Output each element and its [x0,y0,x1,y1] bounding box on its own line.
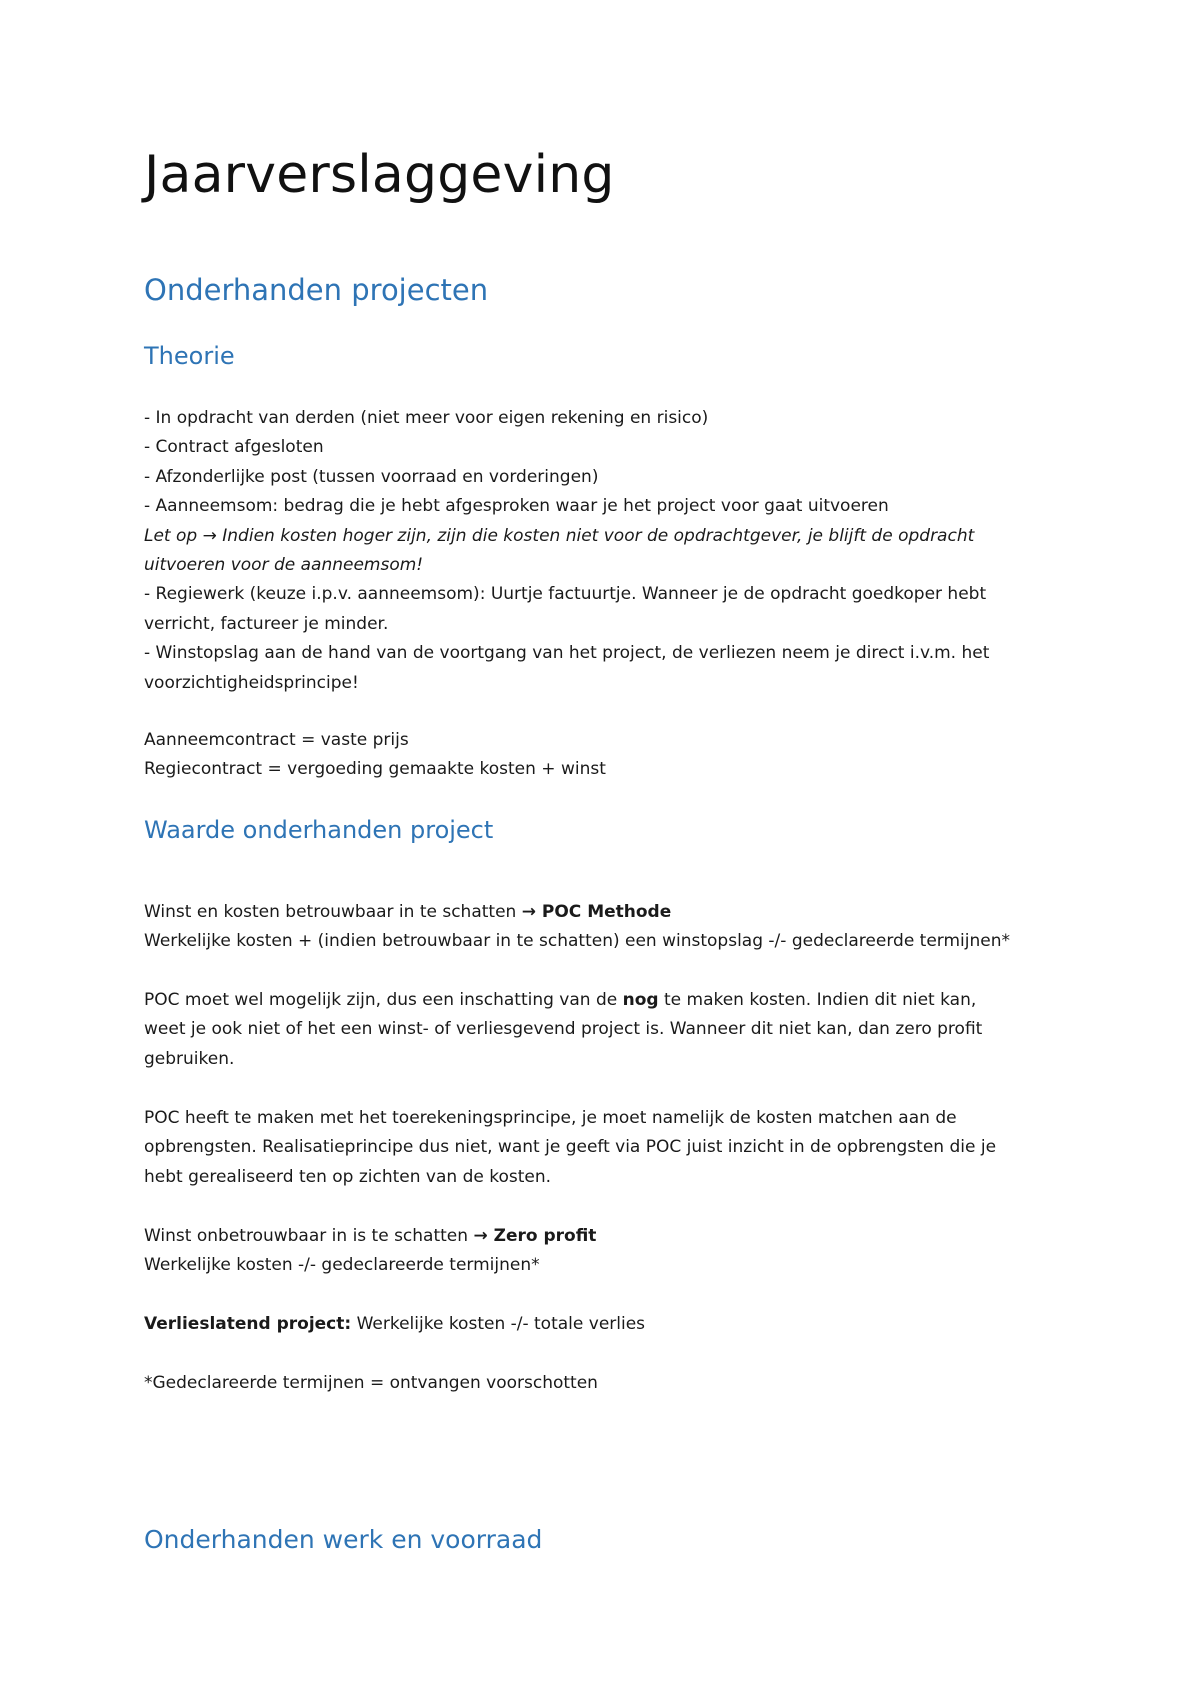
definition-line: Aanneemcontract = vaste prijs [144,730,409,750]
zero-profit-label: Zero profit [487,1226,597,1246]
poc-formula: Werkelijke kosten + (indien betrouwbaar in te schatten) een winstopslag -/- gedeclareerde termijnen* [144,931,1011,952]
paragraph-line [144,986,1064,1015]
text-run: te maken kosten. Indien dit niet kan, [658,990,977,1010]
poc-intro-line [144,898,1064,927]
loss-project-formula: Werkelijke kosten -/- totale verlies [351,1314,646,1334]
zero-profit-formula: Werkelijke kosten -/- gedeclareerde termijnen* [144,1255,540,1276]
paragraph-line: gebruiken. [144,1048,235,1069]
poc-intro: Winst en kosten betrouwbaar in te schatten [144,902,522,922]
arrow-right-icon: → [202,525,217,546]
paragraph-line: weet je ook niet of het een winst- of verliesgevend project is. Wanneer dit niet kan, dan zero profit [144,1019,983,1040]
paragraph-line: opbrengsten. Realisatieprincipe dus niet, want je geeft via POC juist inzicht in de opbrengsten die je [144,1137,997,1158]
zero-profit-intro: Winst onbetrouwbaar in is te schatten [144,1226,474,1246]
list-item: - Afzonderlijke post (tussen voorraad en vorderingen) [144,466,599,487]
theorie-list [144,404,1064,698]
heading-waarde-onderhanden-project: Waarde onderhanden project [144,816,494,844]
poc-method-label: POC Methode [535,902,672,922]
note-text: Indien kosten hoger zijn, zijn die kosten niet voor de opdrachtgever, je blijft de opdracht [216,525,975,546]
loss-project-label: Verlieslatend project: [144,1314,352,1334]
poc-paragraph-2 [144,1104,1064,1192]
paragraph-line: hebt gerealiseerd ten op zichten van de kosten. [144,1166,552,1187]
text-run: POC moet wel mogelijk zijn, dus een inschatting van de [144,990,623,1010]
list-item-continued: verricht, factureer je minder. [144,613,389,634]
heading-onderhanden-projecten: Onderhanden projecten [144,273,489,307]
paragraph-line: POC heeft te maken met het toerekeningsprincipe, je moet namelijk de kosten matchen aan de [144,1108,957,1128]
loss-project [144,1310,1064,1339]
footnote [144,1369,1064,1398]
note-line [144,522,1064,551]
list-item: - Regiewerk (keuze i.p.v. aanneemsom): Uurtje factuurtje. Wanneer je de opdracht goedkoper hebt [144,584,987,605]
definition-line: Regiecontract = vergoeding gemaakte kosten + winst [144,759,606,780]
list-item: - Contract afgesloten [144,437,324,458]
bold-word: nog [622,990,659,1010]
arrow-right-icon: → [473,1226,488,1246]
list-item: - Winstopslag aan de hand van de voortgang van het project, de verliezen neem je direct i.v.m. het [144,643,990,664]
list-item: - In opdracht van derden (niet meer voor eigen rekening en risico) [144,408,709,428]
heading-theorie: Theorie [144,342,235,370]
zero-profit-method [144,1222,1064,1281]
document-title: Jaarverslaggeving [144,145,615,205]
contract-definitions [144,726,1064,785]
poc-method [144,898,1064,957]
heading-onderhanden-werk-en-voorraad: Onderhanden werk en voorraad [144,1525,543,1554]
footnote-line: *Gedeclareerde termijnen = ontvangen voorschotten [144,1373,598,1393]
list-item: - Aanneemsom: bedrag die je hebt afgesproken waar je het project voor gaat uitvoeren [144,496,889,517]
note-line-continued: uitvoeren voor de aanneemsom! [144,555,424,576]
note-prefix: Let op [144,525,198,546]
poc-paragraph-1 [144,986,1064,1074]
zero-profit-intro-line [144,1222,1064,1251]
arrow-right-icon: → [521,902,536,922]
list-item-continued: voorzichtigheidsprincipe! [144,672,359,693]
loss-project-line [144,1310,1064,1339]
